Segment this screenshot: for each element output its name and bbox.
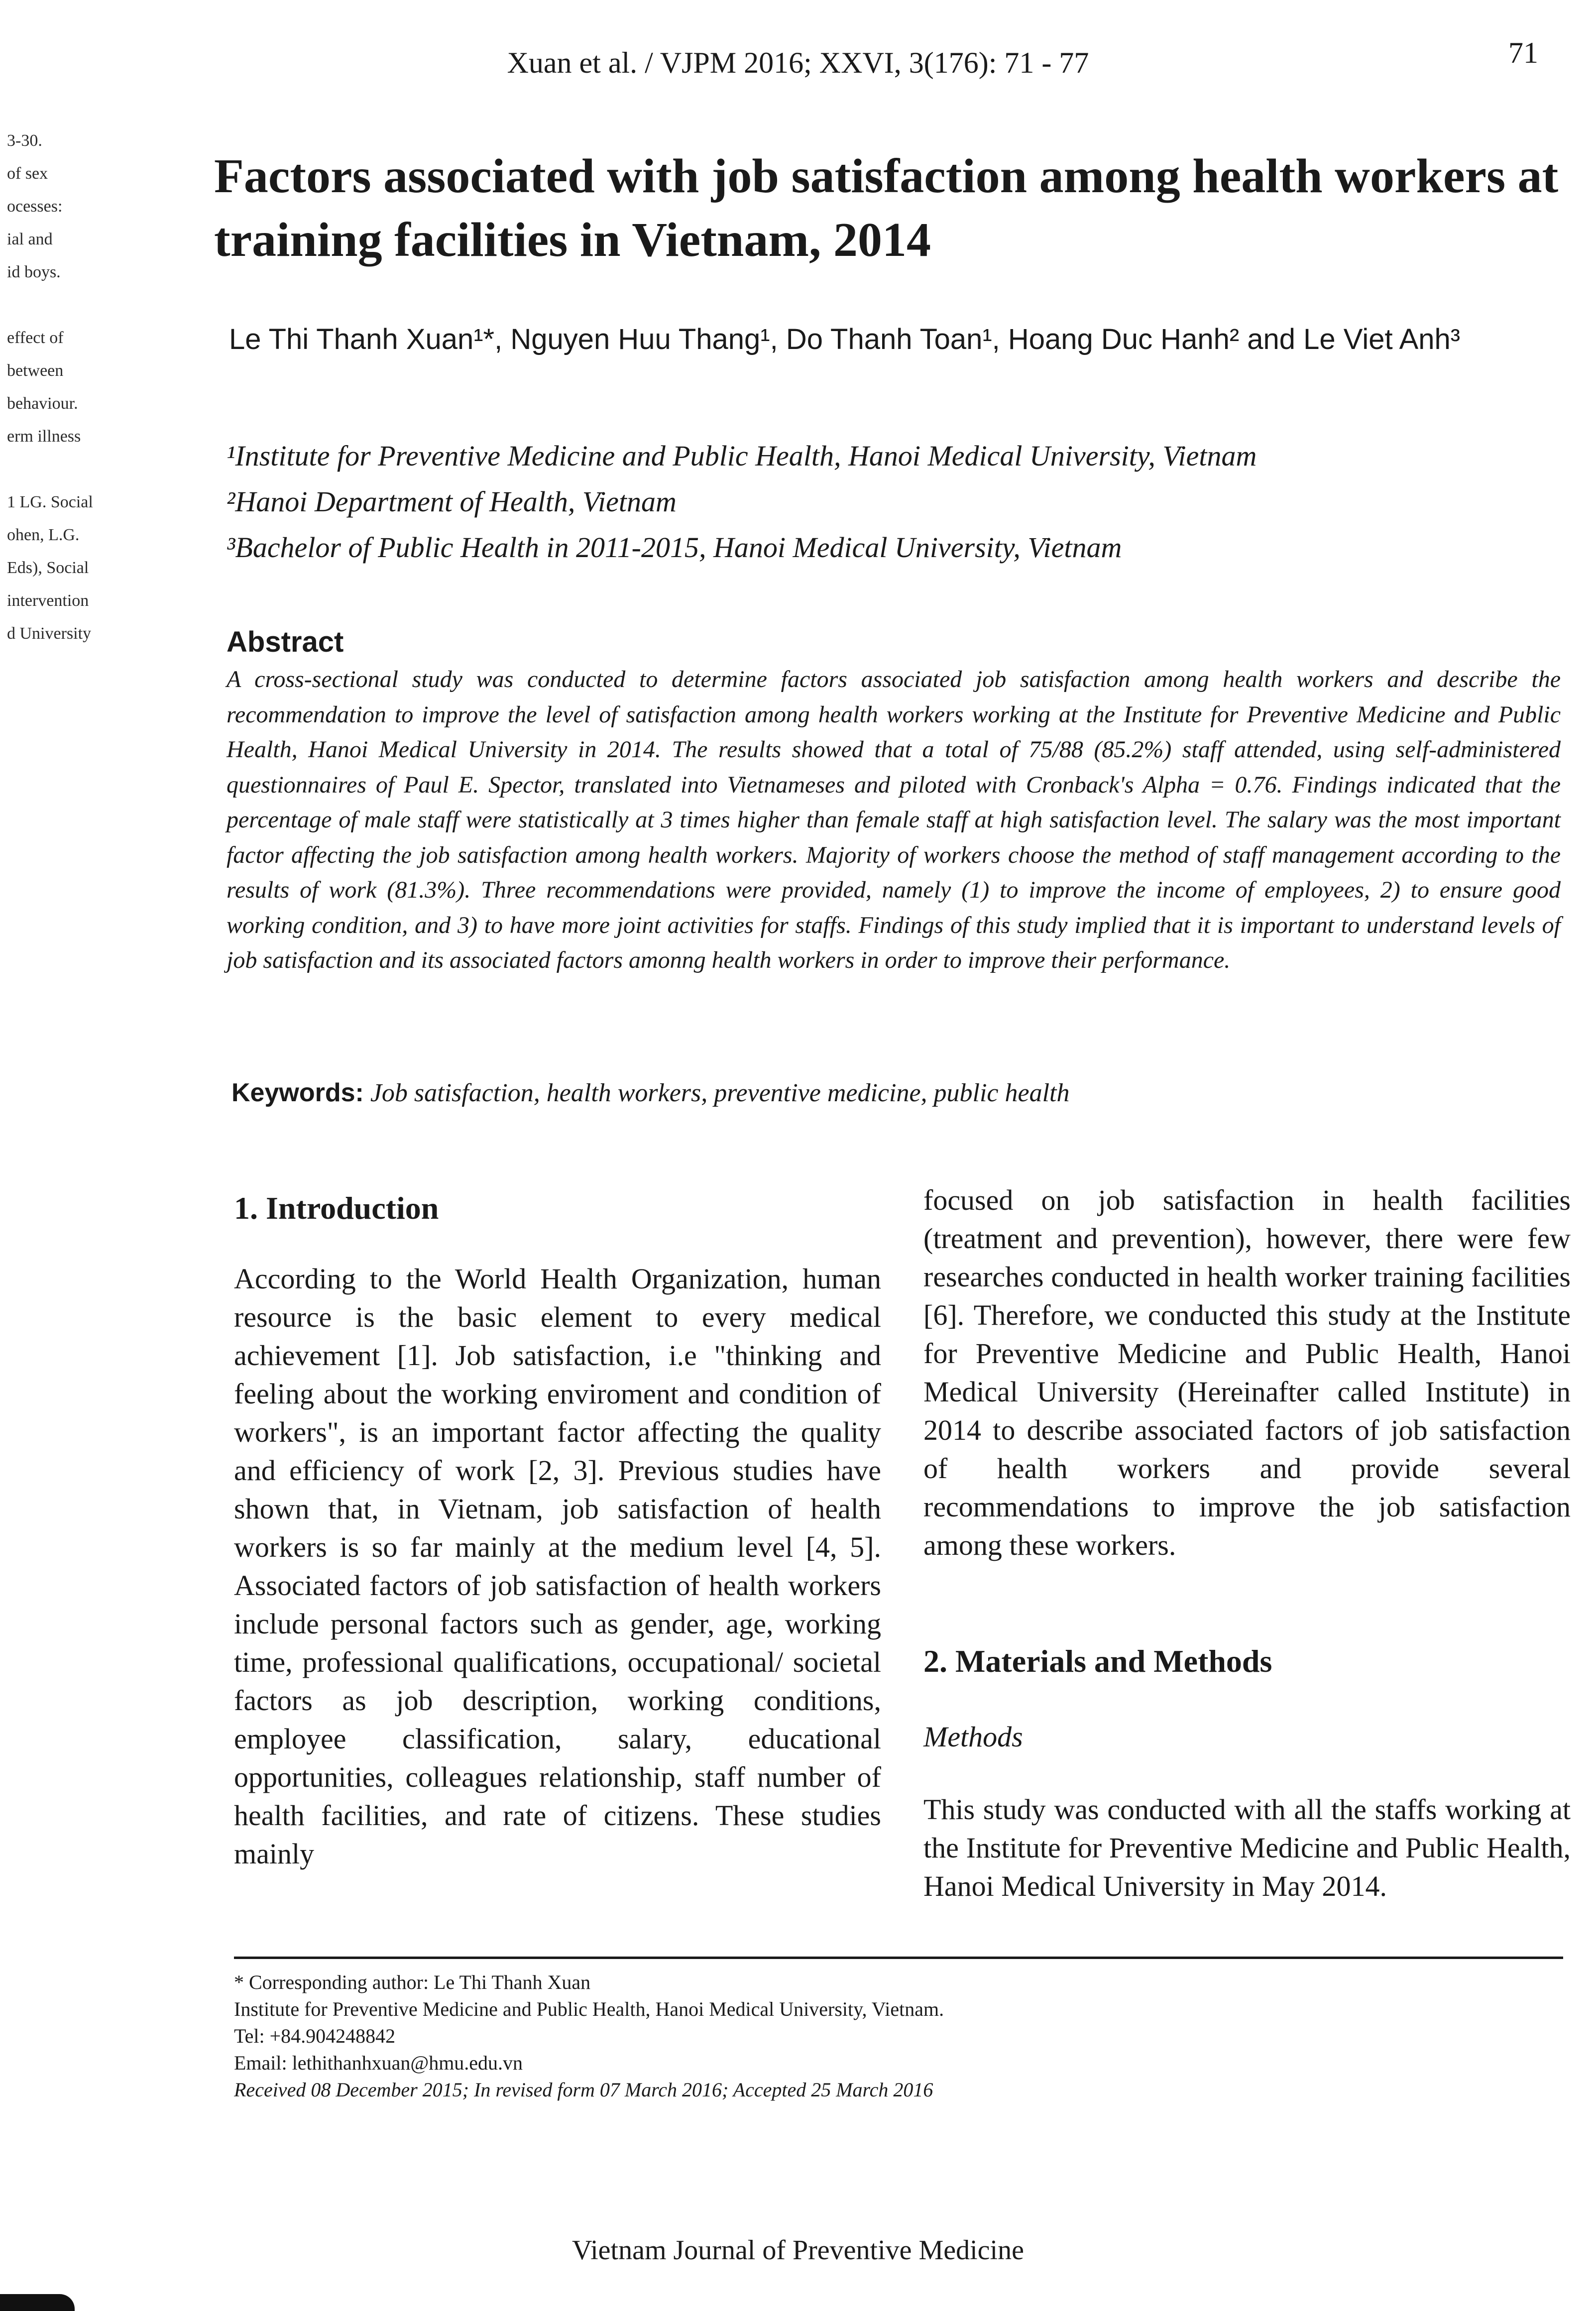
bleed-line: ohen, L.G. [7,526,80,544]
methods-heading: 2. Materials and Methods [923,1643,1272,1679]
footnote [234,1969,1563,2103]
affiliation-1: ¹Institute for Preventive Medicine and Public Health, Hanoi Medical University, Vietnam [227,440,1257,472]
keywords-text: Job satisfaction, health workers, preventive medicine, public health [370,1079,1070,1107]
article-title: Factors associated with job satisfaction among health workers at training facilities in Vietnam, 2014 [214,149,1559,267]
bleed-line: behaviour. [7,394,78,413]
author-list: Le Thi Thanh Xuan¹*, Nguyen Huu Thang¹, Do Thanh Toan¹, Hoang Duc Hanh² and Le Viet Anh³ [229,323,1461,355]
abstract-heading: Abstract [227,626,344,658]
keywords [231,1078,1556,1108]
bleed-line: ocesses: [7,197,63,216]
affiliations [227,433,1571,571]
methods-subheading: Methods [923,1721,1023,1753]
affiliation-3: ³Bachelor of Public Health in 2011-2015, Hanoi Medical University, Vietnam [227,531,1122,564]
abstract-text: A cross-sectional study was conducted to determine factors associated job satisfaction among health workers and describe the recommendation to improve the level of satisfaction among health workers working at the Institute for Preventive Medicine and Public Health, Hanoi Medical University in 2014. The results showed that a total of 75/88 (85.2%) staff attended, using self-administered questionnaires of Paul E. Spector, translated into Vietnameses and piloted with Cronback's Alpha = 0.76. Findings indicated that the percentage of male staff were statistically at 3 times higher than female staff at high satisfaction level. The salary was the most important factor affecting the job satisfaction among health workers. Majority of workers choose the method of staff management according to the results of work (81.3%). Three recommendations were provided, namely (1) to improve the income of employees, 2) to ensure good working condition, and 3) to have more joint activities for staffs. Findings of this study implied that it is important to understand levels of job satisfaction and its associated factors amonng health workers in order to improve their performance. [227,666,1561,973]
intro-left-column: According to the World Health Organization, human resource is the basic element to every medical achievement [1]. Job satisfaction, i.e "thinking and feeling about the working enviroment and condition of workers", is an important factor affecting the quality and efficiency of work [2, 3]. Previous studies have shown that, in Vietnam, job satisfaction of health workers is so far mainly at the medium level [4, 5]. Associated factors of job satisfaction of health workers include personal factors such as gender, age, working time, professional qualifications, occupational/ societal factors as job description, working conditions, employee classification, salary, educational opportunities, colleagues relationship, staff number of health facilities, and rate of citizens. These studies mainly [234,1263,881,1870]
keywords-label: Keywords: [231,1078,364,1107]
bleed-line: 1 LG. Social [7,493,93,511]
scan-edge-mark [0,2294,75,2311]
bleed-line: Eds), Social [7,559,89,577]
footnote-divider [234,1957,1563,1959]
bleed-line: erm illness [7,427,81,446]
running-head: Xuan et al. / VJPM 2016; XXVI, 3(176): 71 - 77 [507,46,1089,79]
journal-footer: Vietnam Journal of Preventive Medicine [572,2235,1024,2266]
bleed-through-text [7,124,102,650]
affiliation-2: ²Hanoi Department of Health, Vietnam [227,485,677,518]
footnote-corresponding: * Corresponding author: Le Thi Thanh Xuan [234,1971,591,1993]
bleed-line: d University [7,624,92,643]
footnote-email: Email: lethithanhxuan@hmu.edu.vn [234,2052,523,2074]
intro-heading: 1. Introduction [234,1190,439,1226]
bleed-line: between [7,361,64,380]
footnote-institution: Institute for Preventive Medicine and Public Health, Hanoi Medical University, Vietnam. [234,1998,944,2020]
intro-right-column: focused on job satisfaction in health facilities (treatment and prevention), however, there were few researches conducted in health worker training facilities [6]. Therefore, we conducted this study at the Institute for Preventive Medicine and Public Health, Hanoi Medical University (Hereinafter called Institute) in 2014 to describe associated factors of job satisfaction of health workers and provide several recommendations to improve the job satisfaction among these workers. [923,1184,1571,1561]
bleed-line: of sex [7,164,48,183]
footnote-received: Received 08 December 2015; In revised form 07 March 2016; Accepted 25 March 2016 [234,2079,933,2101]
footnote-tel: Tel: +84.904248842 [234,2025,396,2047]
methods-text: This study was conducted with all the staffs working at the Institute for Preventive Medicine and Public Health, Hanoi Medical University in May 2014. [923,1793,1571,1902]
bleed-line: effect of [7,329,64,347]
bleed-line: id boys. [7,263,61,281]
abstract-section [227,622,1561,978]
page-number: 71 [1508,36,1538,69]
bleed-line [7,289,102,322]
bleed-line: 3-30. [7,131,42,150]
bleed-line: ial and [7,230,53,248]
bleed-line [7,453,102,486]
bleed-line: intervention [7,591,89,610]
